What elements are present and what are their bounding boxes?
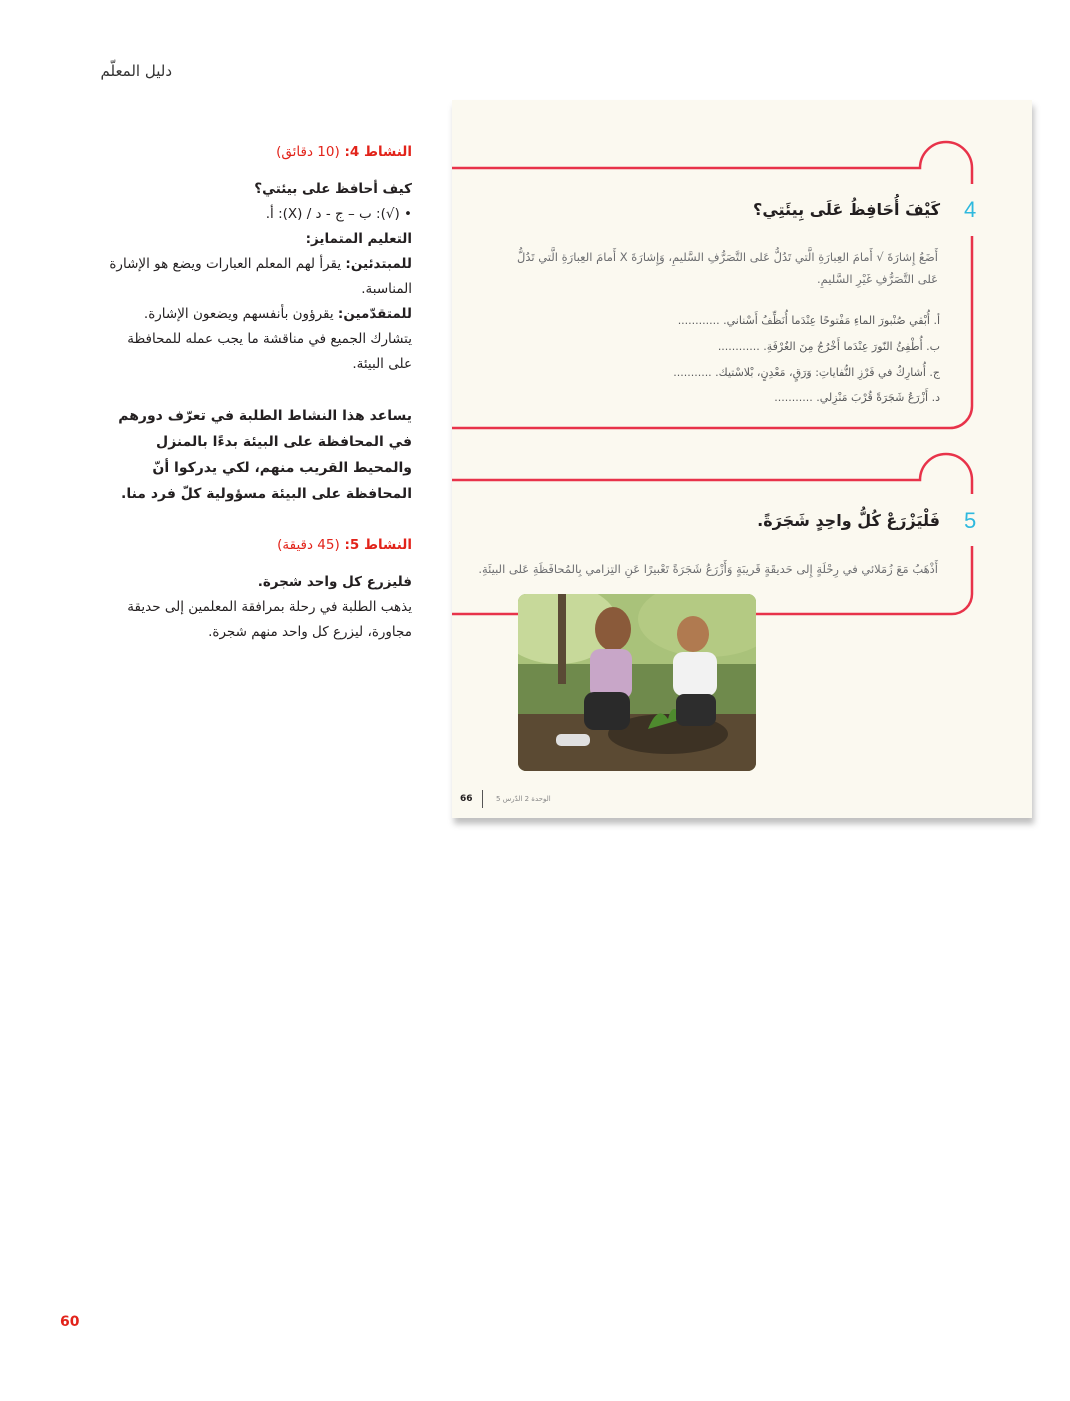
footer-divider	[482, 790, 483, 808]
exercise5-title: فَلْيَزْرَعْ كُلُّ واحِدٍ شَجَرَةً.	[757, 511, 940, 530]
advanced-paragraph: للمتقدّمين: يقرؤون بأنفسهم ويضعون الإشارة.	[143, 306, 412, 322]
page-number: 60	[60, 1314, 80, 1330]
exercise4-title: كَيْفَ أُحَافِظُ عَلَى بِيئَتِي؟	[753, 200, 940, 219]
exercise4-item: ج. أُشارِكُ في فَرْزِ النُّفاياتِ: وَرَقٍ، مَعْدِنٍ، بْلاسْتيك. ...........	[673, 366, 940, 379]
activity4-answers: • (√): ب – ج - د / (X): أ.	[265, 206, 412, 222]
exercise4-item: ب. أُطْفِئُ النّورَ عِنْدَما أَخْرُجُ مِنَ الغُرْفَةِ. ............	[717, 340, 940, 353]
beginners-paragraph: للمبتدئين: يقرأ لهم المعلم العبارات ويضع هو الإشارة المناسبة.	[109, 256, 412, 297]
ex5-frame	[452, 454, 972, 494]
activity5-heading: النشاط 5: (45 دقيقة)	[277, 537, 412, 553]
activity5-text: يذهب الطلبة في رحلة بمرافقة المعلمين إلى حديقة مجاورة، ليزرع كل واحد منهم شجرة.	[127, 599, 412, 640]
teacher-notes-column	[100, 140, 412, 645]
book-page-number: 66	[460, 794, 473, 804]
exercise4-item: أ. أُبْقي صُنْبورَ الماءِ مَفْتوحًا عِنْدَما أُنَظِّفُ أَسْناني. ............	[677, 314, 940, 327]
exercise5-instruction: أَذْهَبُ مَعَ زُمَلائي في رِحْلَةٍ إِلى حَديقَةٍ قَريبَةٍ وَأَزْرَعُ شَجَرَةً تَعْبيرًا عَنِ التِزامي بِالمُحافَظَةِ عَلى البيئَةِ.	[478, 562, 938, 576]
page-header-title: دليل المعلّم	[100, 62, 172, 80]
ex4-frame	[452, 142, 972, 184]
exercise4-number: 4	[964, 197, 977, 222]
activity4-question: كيف أحافظ على بيئتي؟	[254, 181, 412, 197]
share-paragraph: يتشارك الجميع في مناقشة ما يجب عمله للمحافظة على البيئة.	[127, 331, 412, 372]
exercise5-number: 5	[964, 508, 977, 533]
activity5-title: فليزرع كل واحد شجرة.	[257, 574, 412, 590]
exercise4-instruction: أَضَعُ إِشارَةَ √ أَمامَ العِبارَةِ الَّتي تَدُلُّ عَلى التَّصَرُّفِ السَّليمِ، وَإِشارَةَ X أَمامَ العِبارَةِ الَّتي تَدُلُّ عَلى التَّصَرُّفِ غَيْرِ السَّليمِ.	[516, 250, 938, 286]
activity4-heading: النشاط 4: (10 دقائق)	[276, 144, 412, 160]
activity4-note: يساعد هذا النشاط الطلبة في تعرّف دورهم في المحافظة على البيئة بدءًا بالمنزل والمحيط القريب منهم، لكي يدركوا أنّ المحافظة على البيئة مسؤولية كلّ فرد منا.	[118, 408, 412, 502]
student-book-page	[452, 100, 1032, 818]
exercise4-item: د. أَزْرَعُ شَجَرَةً قُرْبَ مَنْزِلي. ...........	[774, 391, 940, 404]
book-footer-text: الوحدة 2 الدّرس 5	[496, 795, 551, 803]
children-planting-photo	[518, 594, 756, 771]
differentiated-title: التعليم المتمايز:	[305, 231, 412, 247]
